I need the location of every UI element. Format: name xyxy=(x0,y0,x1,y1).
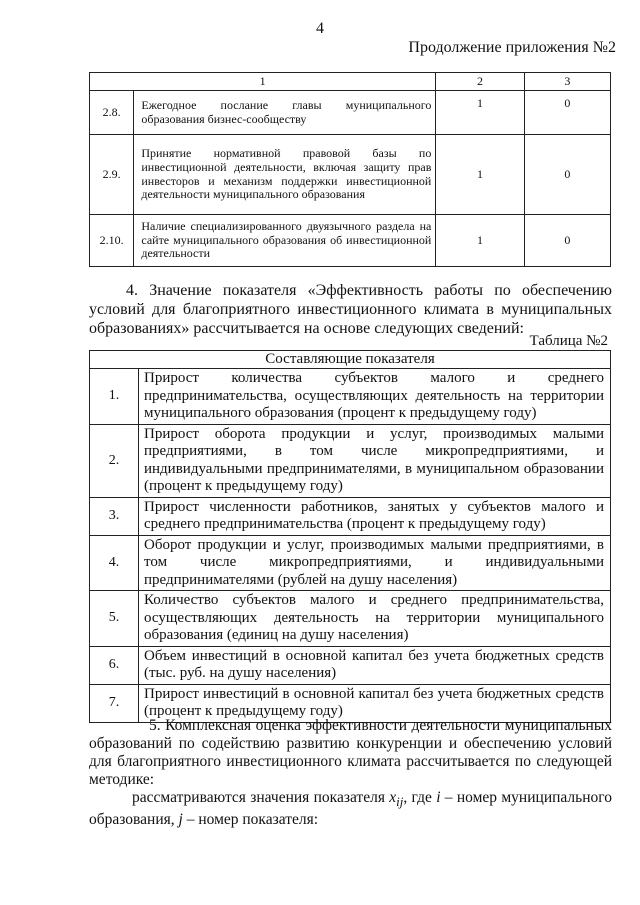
page-number: 4 xyxy=(316,20,324,37)
paragraph-6-after-i: – номер муниципального образования, xyxy=(89,789,612,829)
row-description: Наличие специализированного двуязычного раздела на сайте муниципального образования об инвестиционной деятельности xyxy=(134,215,436,267)
row-number: 2.8. xyxy=(90,91,134,135)
table-row xyxy=(90,497,611,535)
row-number: 1. xyxy=(90,369,139,425)
row-number: 2.9. xyxy=(90,135,134,215)
row-description: Прирост количества субъектов малого и среднего предпринимательства, осуществляющих деятельность на территории муниципального образования (процент к предыдущему году) xyxy=(139,369,611,425)
row-number: 5. xyxy=(90,591,139,647)
paragraph-4-text: 4. Значение показателя «Эффективность работы по обеспечению условий для благоприятного инвестиционного климата в муниципальных образованиях» рассчитывается на основе следующих сведений: xyxy=(89,282,612,337)
variable-i: i xyxy=(436,789,441,806)
row-number: 3. xyxy=(90,497,139,535)
row-description: Ежегодное послание главы муниципального образования бизнес-сообществу xyxy=(134,91,436,135)
table-row xyxy=(90,646,611,684)
row-value-col2: 1 xyxy=(436,91,524,135)
row-description: Принятие нормативной правовой базы по инвестиционной деятельности, включая защиту прав инвесторов и механизм поддержки инвестиционной деятельности муниципального образования xyxy=(134,135,436,215)
row-value-col3: 0 xyxy=(524,135,610,215)
table-header-cell: 1 xyxy=(90,73,436,91)
paragraph-5-text: 5. Комплексная оценка эффективности деятельности муниципальных образований по содействию развитию конкуренции и обеспечению условий для благоприятного инвестиционного климата рассчитывается по следующей методике: xyxy=(89,717,612,788)
row-number: 7. xyxy=(90,684,139,722)
subscript-ij: ij xyxy=(396,794,404,810)
table-row xyxy=(90,369,611,425)
table-header-row xyxy=(90,73,611,91)
row-description: Оборот продукции и услуг, производимых малыми предприятиями, в том числе микропредприятиями, и индивидуальными предпринимателями (рублей на душу населения) xyxy=(139,535,611,591)
indicator-components-table xyxy=(89,350,611,723)
indicator-table-1 xyxy=(89,72,611,267)
row-description: Прирост численности работников, занятых у субъектов малого и среднего предпринимательства (процент к предыдущему году) xyxy=(139,497,611,535)
row-description: Объем инвестиций в основной капитал без учета бюджетных средств (тыс. руб. на душу населения) xyxy=(139,646,611,684)
table-row xyxy=(90,424,611,497)
table-header-cell: 3 xyxy=(524,73,610,91)
table-row xyxy=(90,215,611,267)
table-row xyxy=(90,591,611,647)
row-value-col2: 1 xyxy=(436,135,524,215)
row-description: Прирост оборота продукции и услуг, производимых малыми предприятиями, в том числе микропредприятиями, и индивидуальными предпринимателями, в муниципальном образовании (процент к предыдущему году) xyxy=(139,424,611,497)
row-number: 2. xyxy=(90,424,139,497)
row-value-col3: 0 xyxy=(524,91,610,135)
table-header-cell: Составляющие показателя xyxy=(90,351,611,369)
paragraph-6-middle: , где xyxy=(403,789,437,806)
paragraph-5 xyxy=(89,717,612,829)
table-row xyxy=(90,535,611,591)
paragraph-4 xyxy=(89,281,612,338)
table-row xyxy=(90,135,611,215)
table-header-cell: 2 xyxy=(436,73,524,91)
variable-j: j xyxy=(178,811,183,829)
table-row xyxy=(90,91,611,135)
row-description: Прирост инвестиций в основной капитал без учета бюджетных средств (процент к предыдущему году) xyxy=(139,684,611,722)
paragraph-6-suffix: – номер показателя: xyxy=(182,811,319,829)
row-number: 2.10. xyxy=(90,215,134,267)
row-number: 4. xyxy=(90,535,139,591)
row-value-col3: 0 xyxy=(524,215,610,267)
paragraph-6-prefix: рассматриваются значения показателя xyxy=(132,789,390,806)
appendix-continuation-note: Продолжение приложения №2 xyxy=(408,39,616,56)
row-number: 6. xyxy=(90,646,139,684)
row-value-col2: 1 xyxy=(436,215,524,267)
paragraph-6 xyxy=(89,789,612,829)
variable-x: x xyxy=(389,789,397,806)
row-description: Количество субъектов малого и среднего предпринимательства, осуществляющих деятельность на территории муниципального образования (единиц на душу населения) xyxy=(139,591,611,647)
table-header-row xyxy=(90,351,611,369)
table-2-caption: Таблица №2 xyxy=(529,333,608,349)
